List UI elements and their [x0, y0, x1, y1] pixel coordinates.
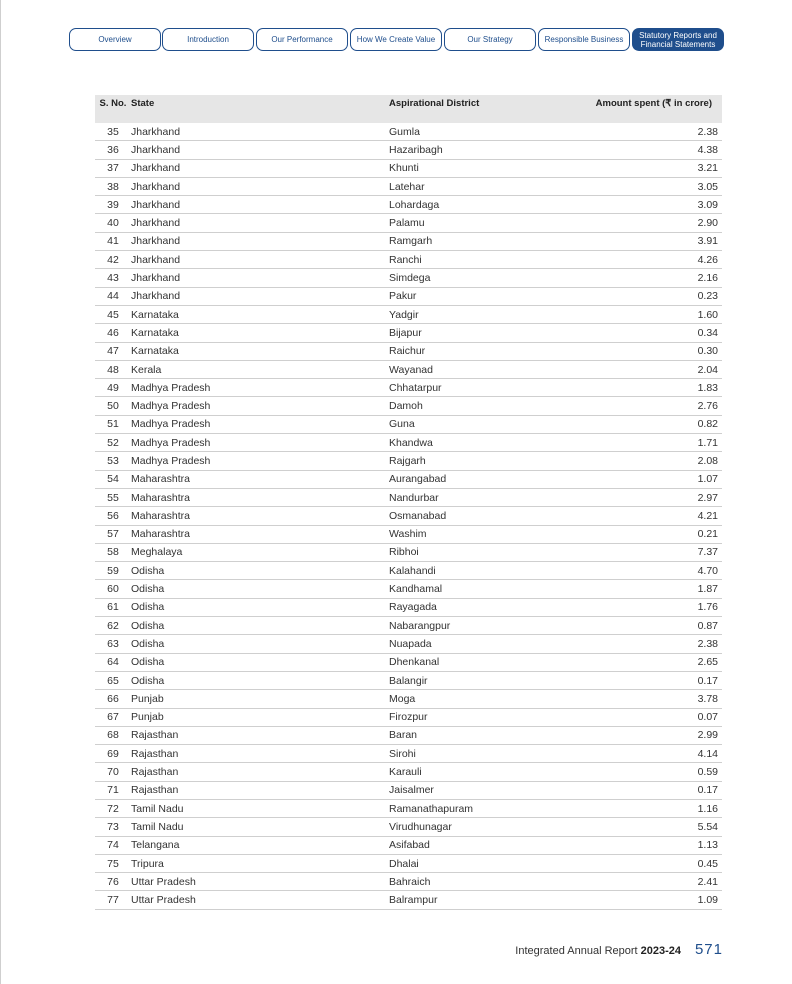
cell-state: Jharkhand — [131, 177, 389, 195]
page-footer — [515, 941, 723, 958]
cell-amount: 1.83 — [589, 379, 722, 397]
cell-state: Madhya Pradesh — [131, 397, 389, 415]
cell-amount: 0.17 — [589, 781, 722, 799]
cell-amount: 3.21 — [589, 159, 722, 177]
cell-district: Khandwa — [389, 434, 589, 452]
table-row — [95, 818, 722, 836]
table-row — [95, 690, 722, 708]
cell-district: Dhalai — [389, 854, 589, 872]
cell-sno: 53 — [95, 452, 131, 470]
cell-district: Karauli — [389, 763, 589, 781]
table-row — [95, 214, 722, 232]
cell-state: Jharkhand — [131, 269, 389, 287]
table-row — [95, 342, 722, 360]
cell-amount: 1.76 — [589, 598, 722, 616]
cell-district: Balrampur — [389, 891, 589, 909]
table-row — [95, 763, 722, 781]
cell-sno: 68 — [95, 726, 131, 744]
cell-amount: 1.71 — [589, 434, 722, 452]
cell-amount: 3.09 — [589, 196, 722, 214]
table-row — [95, 177, 722, 195]
cell-amount: 3.78 — [589, 690, 722, 708]
cell-state: Uttar Pradesh — [131, 873, 389, 891]
cell-district: Washim — [389, 525, 589, 543]
table-row — [95, 196, 722, 214]
cell-sno: 35 — [95, 123, 131, 141]
header-amount: Amount spent (₹ in crore) — [595, 98, 712, 109]
cell-district: Kandhamal — [389, 580, 589, 598]
cell-district: Bijapur — [389, 324, 589, 342]
cell-district: Nabarangpur — [389, 617, 589, 635]
cell-state: Rajasthan — [131, 726, 389, 744]
cell-amount: 2.97 — [589, 488, 722, 506]
cell-district: Nuapada — [389, 635, 589, 653]
cell-amount: 4.70 — [589, 562, 722, 580]
cell-district: Asifabad — [389, 836, 589, 854]
cell-sno: 76 — [95, 873, 131, 891]
cell-sno: 75 — [95, 854, 131, 872]
cell-amount: 3.05 — [589, 177, 722, 195]
table-header-row — [95, 95, 722, 123]
table-row — [95, 470, 722, 488]
cell-state: Odisha — [131, 617, 389, 635]
cell-state: Jharkhand — [131, 232, 389, 250]
table-row — [95, 598, 722, 616]
cell-state: Odisha — [131, 598, 389, 616]
cell-district: Dhenkanal — [389, 653, 589, 671]
table-row — [95, 836, 722, 854]
cell-state: Maharashtra — [131, 488, 389, 506]
cell-district: Guna — [389, 415, 589, 433]
cell-sno: 73 — [95, 818, 131, 836]
cell-amount: 1.60 — [589, 305, 722, 323]
cell-sno: 57 — [95, 525, 131, 543]
page-left-border — [0, 0, 1, 984]
cell-state: Karnataka — [131, 342, 389, 360]
cell-sno: 50 — [95, 397, 131, 415]
cell-district: Wayanad — [389, 360, 589, 378]
table-row — [95, 799, 722, 817]
cell-sno: 77 — [95, 891, 131, 909]
report-title: Integrated Annual Report — [515, 945, 638, 957]
cell-amount: 0.82 — [589, 415, 722, 433]
cell-sno: 48 — [95, 360, 131, 378]
cell-district: Sirohi — [389, 745, 589, 763]
cell-district: Lohardaga — [389, 196, 589, 214]
cell-state: Odisha — [131, 580, 389, 598]
cell-district: Virudhunagar — [389, 818, 589, 836]
cell-amount: 2.38 — [589, 635, 722, 653]
aspirational-district-table — [95, 95, 722, 910]
cell-amount: 4.21 — [589, 507, 722, 525]
section-nav — [69, 28, 724, 53]
cell-sno: 36 — [95, 141, 131, 159]
cell-amount: 2.65 — [589, 653, 722, 671]
table-row — [95, 726, 722, 744]
cell-district: Aurangabad — [389, 470, 589, 488]
cell-state: Madhya Pradesh — [131, 452, 389, 470]
tab-overview[interactable]: Overview — [69, 28, 161, 51]
cell-amount: 1.13 — [589, 836, 722, 854]
cell-state: Jharkhand — [131, 196, 389, 214]
cell-sno: 69 — [95, 745, 131, 763]
cell-state: Karnataka — [131, 305, 389, 323]
table-row — [95, 635, 722, 653]
table-row — [95, 305, 722, 323]
cell-district: Moga — [389, 690, 589, 708]
cell-sno: 64 — [95, 653, 131, 671]
cell-sno: 56 — [95, 507, 131, 525]
table-row — [95, 525, 722, 543]
cell-state: Jharkhand — [131, 141, 389, 159]
cell-sno: 44 — [95, 287, 131, 305]
table-row — [95, 269, 722, 287]
table-row — [95, 580, 722, 598]
table-row — [95, 415, 722, 433]
cell-district: Bahraich — [389, 873, 589, 891]
cell-sno: 62 — [95, 617, 131, 635]
cell-state: Madhya Pradesh — [131, 379, 389, 397]
table-row — [95, 379, 722, 397]
table-row — [95, 671, 722, 689]
tab-statutory-reports[interactable]: Statutory Reports and Financial Statements — [632, 28, 724, 51]
tab-introduction[interactable]: Introduction — [162, 28, 254, 51]
cell-district: Baran — [389, 726, 589, 744]
cell-amount: 2.76 — [589, 397, 722, 415]
cell-district: Ranchi — [389, 251, 589, 269]
cell-sno: 54 — [95, 470, 131, 488]
cell-amount: 7.37 — [589, 543, 722, 561]
cell-state: Jharkhand — [131, 123, 389, 141]
cell-district: Rayagada — [389, 598, 589, 616]
cell-state: Jharkhand — [131, 214, 389, 232]
cell-amount: 2.90 — [589, 214, 722, 232]
cell-sno: 72 — [95, 799, 131, 817]
cell-district: Pakur — [389, 287, 589, 305]
cell-district: Rajgarh — [389, 452, 589, 470]
table-row — [95, 507, 722, 525]
table-row — [95, 141, 722, 159]
cell-state: Maharashtra — [131, 525, 389, 543]
cell-sno: 40 — [95, 214, 131, 232]
cell-amount: 3.91 — [589, 232, 722, 250]
header-district: Aspirational District — [389, 98, 480, 109]
table-row — [95, 452, 722, 470]
cell-state: Karnataka — [131, 324, 389, 342]
table-row — [95, 287, 722, 305]
table-row — [95, 543, 722, 561]
cell-sno: 67 — [95, 708, 131, 726]
table-row — [95, 397, 722, 415]
cell-amount: 0.87 — [589, 617, 722, 635]
cell-district: Gumla — [389, 123, 589, 141]
cell-amount: 0.30 — [589, 342, 722, 360]
tab-our-performance[interactable]: Our Performance — [256, 28, 348, 51]
cell-sno: 63 — [95, 635, 131, 653]
cell-state: Meghalaya — [131, 543, 389, 561]
table-row — [95, 745, 722, 763]
table-row — [95, 562, 722, 580]
cell-sno: 51 — [95, 415, 131, 433]
cell-amount: 0.07 — [589, 708, 722, 726]
cell-district: Damoh — [389, 397, 589, 415]
cell-state: Maharashtra — [131, 470, 389, 488]
table-row — [95, 232, 722, 250]
cell-sno: 61 — [95, 598, 131, 616]
table-row — [95, 708, 722, 726]
cell-sno: 55 — [95, 488, 131, 506]
cell-state: Uttar Pradesh — [131, 891, 389, 909]
cell-district: Osmanabad — [389, 507, 589, 525]
table-body — [95, 123, 722, 909]
cell-sno: 47 — [95, 342, 131, 360]
cell-amount: 2.41 — [589, 873, 722, 891]
cell-state: Rajasthan — [131, 781, 389, 799]
tab-how-we-create-value[interactable]: How We Create Value — [350, 28, 442, 51]
cell-amount: 1.16 — [589, 799, 722, 817]
cell-district: Kalahandi — [389, 562, 589, 580]
table-row — [95, 617, 722, 635]
cell-sno: 60 — [95, 580, 131, 598]
cell-state: Kerala — [131, 360, 389, 378]
cell-state: Jharkhand — [131, 251, 389, 269]
cell-sno: 46 — [95, 324, 131, 342]
cell-sno: 70 — [95, 763, 131, 781]
cell-district: Palamu — [389, 214, 589, 232]
cell-sno: 71 — [95, 781, 131, 799]
cell-district: Ribhoi — [389, 543, 589, 561]
cell-district: Ramgarh — [389, 232, 589, 250]
cell-sno: 49 — [95, 379, 131, 397]
cell-state: Punjab — [131, 708, 389, 726]
cell-sno: 58 — [95, 543, 131, 561]
cell-amount: 0.59 — [589, 763, 722, 781]
table-row — [95, 123, 722, 141]
cell-sno: 66 — [95, 690, 131, 708]
cell-sno: 59 — [95, 562, 131, 580]
cell-state: Maharashtra — [131, 507, 389, 525]
cell-district: Nandurbar — [389, 488, 589, 506]
cell-amount: 2.38 — [589, 123, 722, 141]
cell-state: Odisha — [131, 562, 389, 580]
cell-amount: 4.38 — [589, 141, 722, 159]
table-row — [95, 159, 722, 177]
cell-sno: 74 — [95, 836, 131, 854]
cell-amount: 1.07 — [589, 470, 722, 488]
cell-district: Balangir — [389, 671, 589, 689]
cell-district: Khunti — [389, 159, 589, 177]
cell-district: Hazaribagh — [389, 141, 589, 159]
cell-state: Madhya Pradesh — [131, 415, 389, 433]
cell-state: Odisha — [131, 635, 389, 653]
table-row — [95, 653, 722, 671]
cell-amount: 1.09 — [589, 891, 722, 909]
cell-sno: 42 — [95, 251, 131, 269]
cell-sno: 43 — [95, 269, 131, 287]
cell-state: Rajasthan — [131, 763, 389, 781]
cell-amount: 0.17 — [589, 671, 722, 689]
cell-district: Raichur — [389, 342, 589, 360]
cell-sno: 45 — [95, 305, 131, 323]
cell-amount: 0.45 — [589, 854, 722, 872]
header-sno: S. No. — [99, 98, 127, 109]
cell-district: Ramanathapuram — [389, 799, 589, 817]
cell-district: Latehar — [389, 177, 589, 195]
cell-amount: 4.14 — [589, 745, 722, 763]
cell-amount: 2.04 — [589, 360, 722, 378]
cell-amount: 0.23 — [589, 287, 722, 305]
cell-state: Rajasthan — [131, 745, 389, 763]
cell-district: Yadgir — [389, 305, 589, 323]
cell-sno: 65 — [95, 671, 131, 689]
cell-district: Simdega — [389, 269, 589, 287]
cell-state: Jharkhand — [131, 287, 389, 305]
cell-district: Chhatarpur — [389, 379, 589, 397]
table-row — [95, 854, 722, 872]
table-row — [95, 324, 722, 342]
cell-district: Jaisalmer — [389, 781, 589, 799]
cell-amount: 0.34 — [589, 324, 722, 342]
cell-state: Telangana — [131, 836, 389, 854]
cell-district: Firozpur — [389, 708, 589, 726]
table-row — [95, 873, 722, 891]
cell-state: Tripura — [131, 854, 389, 872]
tab-our-strategy[interactable]: Our Strategy — [444, 28, 536, 51]
report-year: 2023-24 — [640, 945, 681, 957]
cell-amount: 0.21 — [589, 525, 722, 543]
header-state: State — [131, 98, 155, 109]
cell-sno: 39 — [95, 196, 131, 214]
table-row — [95, 891, 722, 909]
cell-state: Madhya Pradesh — [131, 434, 389, 452]
table-row — [95, 488, 722, 506]
cell-state: Jharkhand — [131, 159, 389, 177]
cell-state: Tamil Nadu — [131, 818, 389, 836]
cell-state: Tamil Nadu — [131, 799, 389, 817]
cell-sno: 38 — [95, 177, 131, 195]
cell-amount: 4.26 — [589, 251, 722, 269]
table-row — [95, 360, 722, 378]
cell-state: Odisha — [131, 671, 389, 689]
tab-responsible-business[interactable]: Responsible Business — [538, 28, 630, 51]
cell-state: Odisha — [131, 653, 389, 671]
cell-amount: 2.08 — [589, 452, 722, 470]
table-row — [95, 781, 722, 799]
table-row — [95, 251, 722, 269]
table-row — [95, 434, 722, 452]
cell-amount: 5.54 — [589, 818, 722, 836]
cell-state: Punjab — [131, 690, 389, 708]
cell-amount: 1.87 — [589, 580, 722, 598]
page-number: 571 — [694, 941, 723, 958]
cell-sno: 41 — [95, 232, 131, 250]
cell-sno: 37 — [95, 159, 131, 177]
cell-sno: 52 — [95, 434, 131, 452]
cell-amount: 2.16 — [589, 269, 722, 287]
cell-amount: 2.99 — [589, 726, 722, 744]
